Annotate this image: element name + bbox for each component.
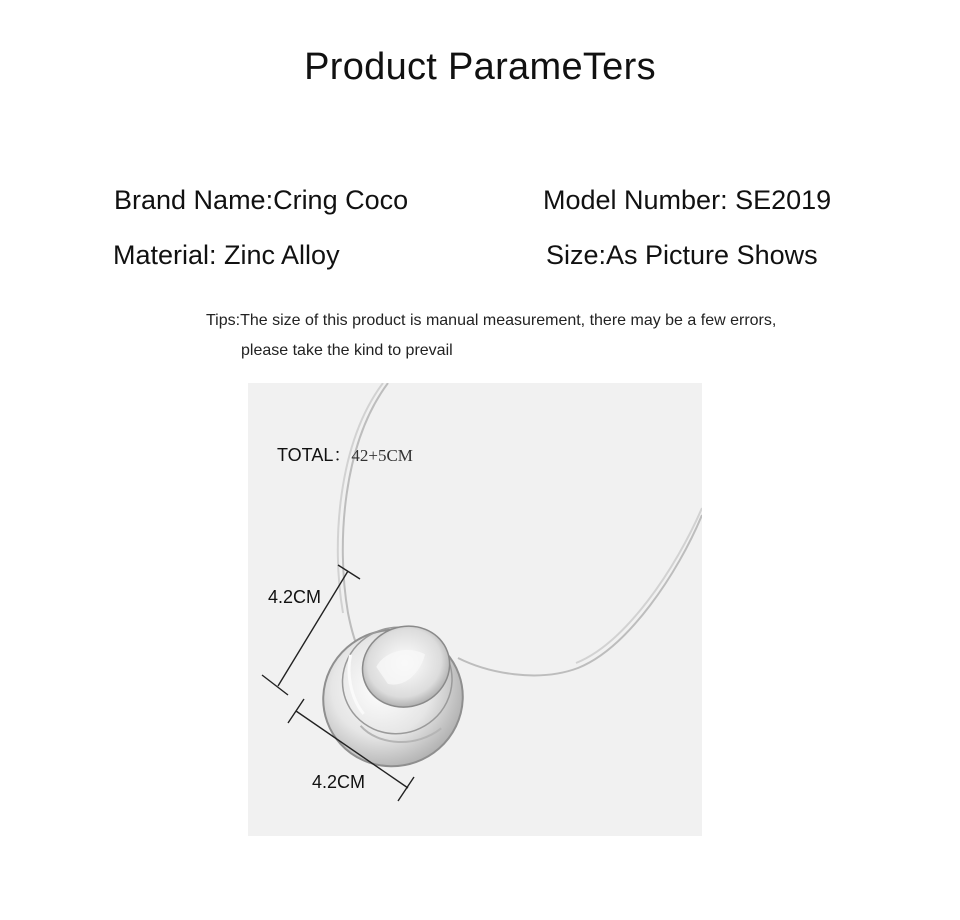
tips-line-2: please take the kind to prevail: [241, 342, 453, 359]
material: Material: Zinc Alloy: [113, 240, 340, 270]
total-label: TOTAL：: [277, 445, 352, 465]
model-number: Model Number: SE2019: [543, 185, 832, 215]
pendant: [304, 610, 482, 786]
width-dimension-label: 4.2CM: [312, 772, 366, 792]
height-dimension-label: 4.2CM: [268, 587, 322, 607]
total-length: [277, 441, 413, 467]
total-value: 42+5CM: [351, 446, 413, 465]
page-title: Product ParameTers: [304, 46, 656, 88]
size: Size:As Picture Shows: [546, 240, 818, 270]
product-photo: [248, 383, 702, 836]
brand-name: Brand Name:Cring Coco: [114, 185, 409, 215]
tips-line-1: Tips:The size of this product is manual measurement, there may be a few errors,: [206, 312, 777, 329]
